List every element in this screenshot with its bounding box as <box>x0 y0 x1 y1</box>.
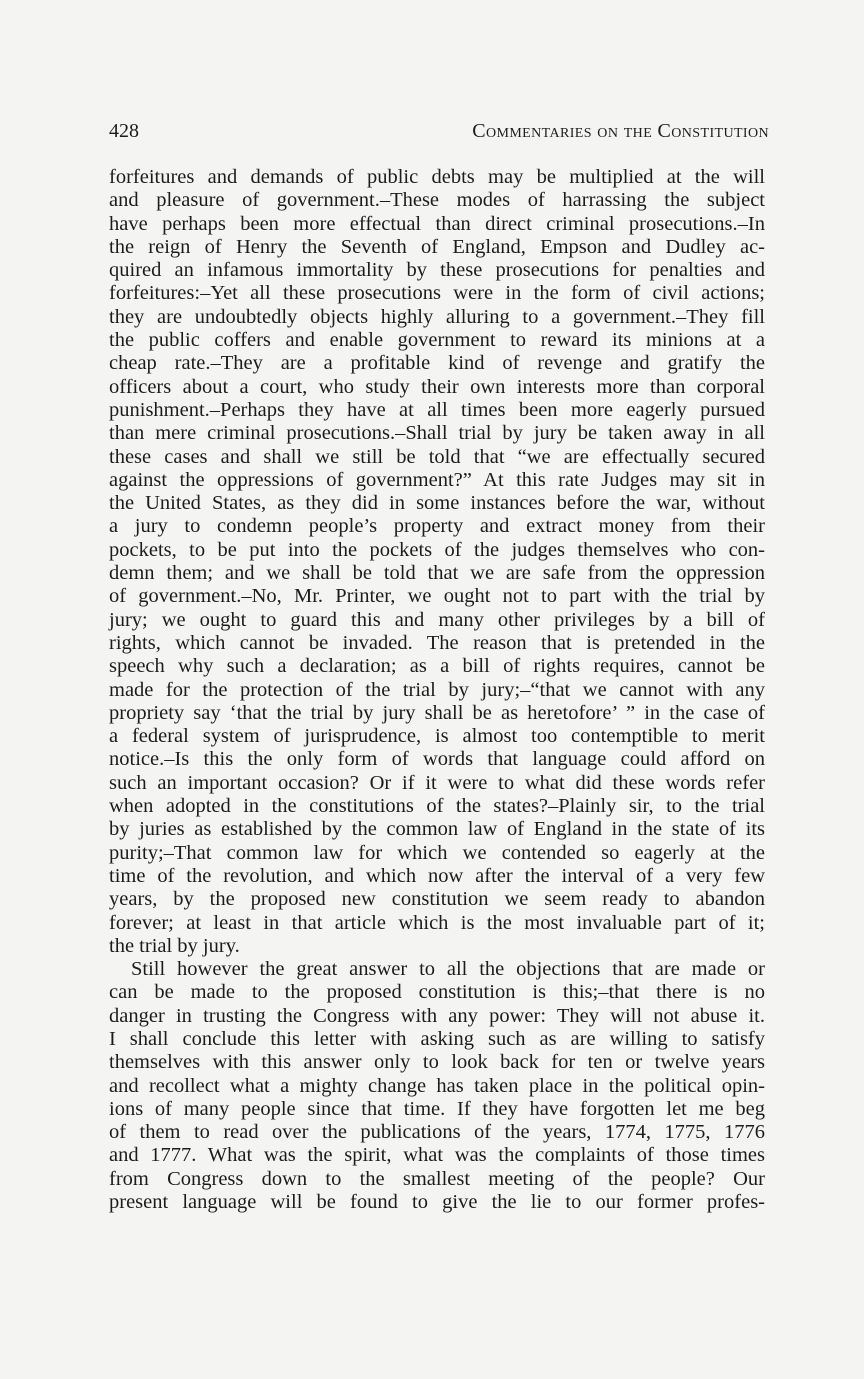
text-line: from Congress down to the smallest meeting of the people? Our <box>109 1167 765 1190</box>
text-line: by juries as established by the common law of England in the state of its <box>109 818 765 841</box>
text-line: the United States, as they did in some instances before the war, without <box>109 492 765 515</box>
text-line: I shall conclude this letter with asking such as are willing to satisfy <box>109 1027 765 1050</box>
text-line: have perhaps been more effectual than direct criminal prosecutions.–In <box>109 212 765 235</box>
text-line: the trial by jury. <box>109 934 240 957</box>
text-line: of them to read over the publications of the years, 1774, 1775, 1776 <box>109 1121 765 1144</box>
paragraph <box>109 166 765 958</box>
text-line: jury; we ought to guard this and many other privileges by a bill of <box>109 608 765 631</box>
text-line: when adopted in the constitutions of the states?–Plainly sir, to the trial <box>109 795 765 818</box>
text-line: danger in trusting the Congress with any power: They will not abuse it. <box>109 1004 765 1027</box>
text-line: of government.–No, Mr. Printer, we ought not to part with the trial by <box>109 585 765 608</box>
text-line: notice.–Is this the only form of words that language could afford on <box>109 748 765 771</box>
text-line: ions of many people since that time. If they have forgotten let me beg <box>109 1097 765 1120</box>
text-line: made for the protection of the trial by jury;–“that we cannot with any <box>109 678 765 701</box>
paragraph <box>109 958 765 1214</box>
text-line: punishment.–Perhaps they have at all times been more eagerly pursued <box>109 398 765 421</box>
text-line: purity;–That common law for which we contended so eagerly at the <box>109 841 765 864</box>
text-line: rights, which cannot be invaded. The reason that is pretended in the <box>109 631 765 654</box>
text-line: such an important occasion? Or if it were to what did these words refer <box>109 771 765 794</box>
text-line: officers about a court, who study their own interests more than corporal <box>109 375 765 398</box>
text-line: cheap rate.–They are a profitable kind of revenge and gratify the <box>109 352 765 375</box>
text-line: forfeitures and demands of public debts may be multiplied at the will <box>109 166 765 188</box>
text-line: pockets, to be put into the pockets of the judges themselves who con- <box>109 538 765 561</box>
text-line: demn them; and we shall be told that we are safe from the oppression <box>109 562 765 585</box>
text-line: against the oppressions of government?” At this rate Judges may sit in <box>109 468 765 491</box>
running-head: Commentaries on the Constitution <box>472 120 769 142</box>
text-line: the reign of Henry the Seventh of England, Empson and Dudley ac- <box>109 235 765 258</box>
text-line: speech why such a declaration; as a bill of rights requires, cannot be <box>109 655 765 678</box>
text-line: can be made to the proposed constitution is this;–that there is no <box>109 981 765 1004</box>
page-number: 428 <box>109 120 139 142</box>
text-line: years, by the proposed new constitution we seem ready to abandon <box>109 888 765 911</box>
text-line: a federal system of jurisprudence, is almost too contemptible to merit <box>109 725 765 748</box>
text-line: propriety say ‘that the trial by jury shall be as heretofore’ ” in the case of <box>109 701 765 724</box>
text-line: quired an infamous immortality by these prosecutions for penalties and <box>109 259 765 282</box>
text-line: and pleasure of government.–These modes of harrassing the subject <box>109 189 765 212</box>
text-line: Still however the great answer to all the objections that are made or <box>131 958 765 981</box>
text-line: these cases and shall we still be told that “we are effectually secured <box>109 445 765 468</box>
text-line: themselves with this answer only to look back for ten or twelve years <box>109 1051 765 1074</box>
text-line: forfeitures:–Yet all these prosecutions were in the form of civil actions; <box>109 282 765 305</box>
text-line: forever; at least in that article which is the most invaluable part of it; <box>109 911 765 934</box>
text-line: a jury to condemn people’s property and extract money from their <box>109 515 765 538</box>
body-text <box>109 166 765 1214</box>
text-line: and 1777. What was the spirit, what was the complaints of those times <box>109 1144 765 1167</box>
text-line: and recollect what a mighty change has taken place in the political opin- <box>109 1074 765 1097</box>
text-line: than mere criminal prosecutions.–Shall trial by jury be taken away in all <box>109 422 765 445</box>
text-line: present language will be found to give the lie to our former profes- <box>109 1191 765 1214</box>
page-header <box>109 120 769 148</box>
text-line: time of the revolution, and which now after the interval of a very few <box>109 864 765 887</box>
text-line: the public coffers and enable government to reward its minions at a <box>109 329 765 352</box>
text-line: they are undoubtedly objects highly alluring to a government.–They fill <box>109 305 765 328</box>
